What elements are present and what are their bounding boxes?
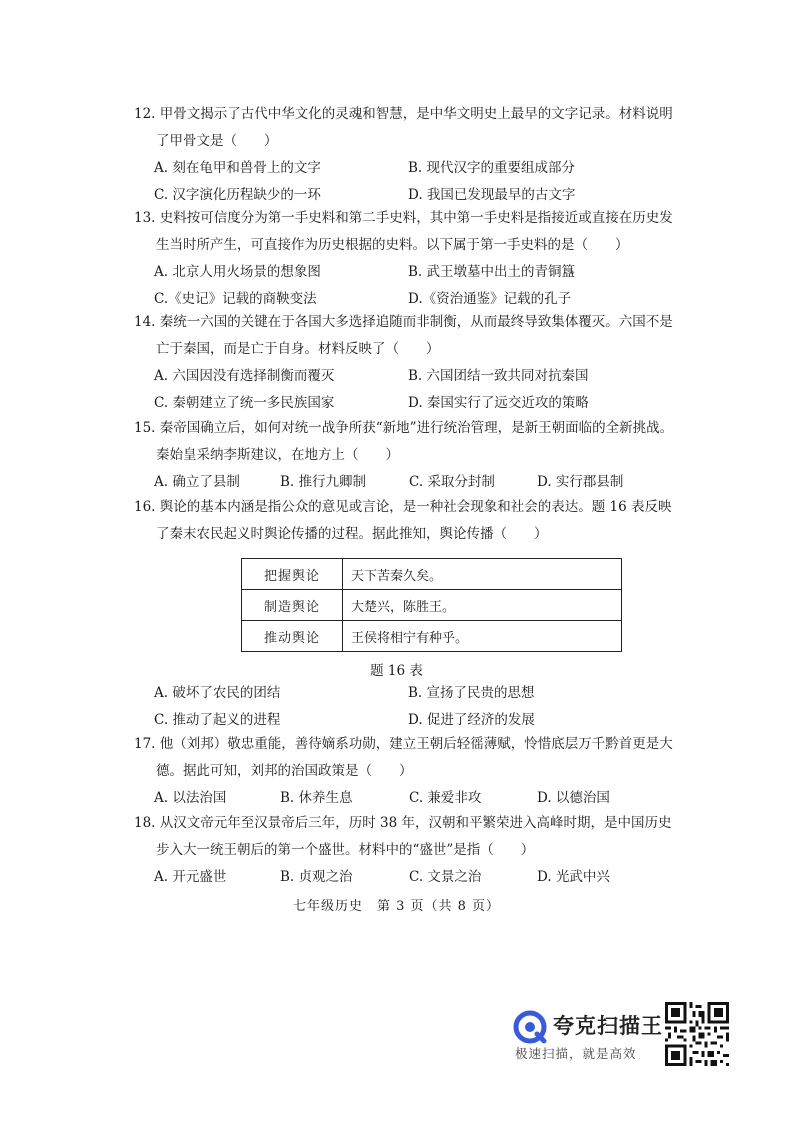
options <box>134 259 674 286</box>
table-label-cell: 推动舆论 <box>242 621 343 652</box>
option-d: D.《资治通鉴》记载的孔子 <box>408 291 572 307</box>
option-c: C. 文景之治 <box>409 869 482 885</box>
option-c: C. 采取分封制 <box>409 474 495 490</box>
option-c: C. 推动了起义的进程 <box>154 712 281 728</box>
option-b: B. 宣扬了民贵的思想 <box>408 685 535 701</box>
question-18 <box>134 810 674 891</box>
option-d: D. 光武中兴 <box>537 869 610 885</box>
options <box>134 785 674 812</box>
option-a: A. 确立了县制 <box>154 474 240 490</box>
question-15 <box>134 415 674 496</box>
brand-slogan: 极速扫描，就是高效 <box>515 1046 637 1061</box>
table-row <box>242 621 622 652</box>
option-a: A. 刻在龟甲和兽骨上的文字 <box>154 160 321 176</box>
question-stem: 18. 从汉文帝元年至汉景帝后三年，历时 38 年，汉朝和平繁荣进入高峰时期，是中国历史步入大一统王朝后的第一个盛世。材料中的“盛世”是指（ ） <box>134 815 672 858</box>
brand-name: 夸克扫描王 <box>553 1014 663 1038</box>
options <box>134 864 674 891</box>
question-stem: 17. 他（刘邦）敬忠重能，善待嫡系功勋，建立王朝后轻徭薄赋，怜惜底层万千黔首更是大德。据此可知，刘邦的治国政策是（ ） <box>134 736 673 779</box>
option-a: A. 以法治国 <box>154 790 227 806</box>
table-caption: 题 16 表 <box>370 663 423 679</box>
question-12 <box>134 101 674 209</box>
question-16-options <box>134 680 674 734</box>
options <box>134 680 674 707</box>
option-a: A. 六国因没有选择制衡而覆灭 <box>154 368 335 384</box>
question-16 <box>134 494 674 548</box>
option-b: B. 贞观之治 <box>280 869 353 885</box>
option-d: D. 促进了经济的发展 <box>408 712 535 728</box>
options <box>134 707 674 734</box>
option-a: A. 破坏了农民的团结 <box>154 685 281 701</box>
question-17 <box>134 731 674 812</box>
table-content-cell: 天下苦秦久矣。 <box>343 559 622 590</box>
question-13 <box>134 205 674 313</box>
option-a: A. 北京人用火场景的想象图 <box>154 264 321 280</box>
option-c: C.《史记》记载的商鞅变法 <box>154 291 317 307</box>
scanner-watermark <box>513 1004 673 1064</box>
table-16 <box>241 558 622 652</box>
option-a: A. 开元盛世 <box>154 869 227 885</box>
option-c: C. 秦朝建立了统一多民族国家 <box>154 395 335 411</box>
option-b: B. 休养生息 <box>280 790 353 806</box>
option-d: D. 实行郡县制 <box>537 474 624 490</box>
question-stem: 12. 甲骨文揭示了古代中华文化的灵魂和智慧，是中华文明史上最早的文字记录。材料说明了甲骨文是（ ） <box>134 106 673 149</box>
qr-code-icon <box>665 1002 729 1066</box>
options <box>134 469 674 496</box>
table-label-cell: 制造舆论 <box>242 590 343 621</box>
option-d: D. 以德治国 <box>537 790 610 806</box>
option-d: D. 我国已发现最早的古文字 <box>408 187 576 203</box>
options <box>134 155 674 182</box>
table-label-cell: 把握舆论 <box>242 559 343 590</box>
option-b: B. 六国团结一致共同对抗秦国 <box>408 368 589 384</box>
options <box>134 390 674 417</box>
option-d: D. 秦国实行了远交近攻的策略 <box>408 395 589 411</box>
question-14 <box>134 309 674 417</box>
options <box>134 363 674 390</box>
option-c: C. 汉字演化历程缺少的一环 <box>154 187 321 203</box>
option-b: B. 武王墩墓中出土的青铜簋 <box>408 264 576 280</box>
table-content-cell: 大楚兴，陈胜王。 <box>343 590 622 621</box>
question-stem: 16. 舆论的基本内涵是指公众的意见或言论，是一种社会现象和社会的表达。题 16 表反映了秦末农民起义时舆论传播的过程。据此推知，舆论传播（ ） <box>134 499 672 542</box>
option-b: B. 现代汉字的重要组成部分 <box>408 160 576 176</box>
page-footer: 七年级历史 第 3 页（共 8 页） <box>292 899 501 914</box>
option-c: C. 兼爱非攻 <box>409 790 482 806</box>
table-row <box>242 590 622 621</box>
question-stem: 15. 秦帝国确立后，如何对统一战争所获“新地”进行统治管理，是新王朝面临的全新挑战。秦始皇采纳李斯建议，在地方上（ ） <box>134 420 674 463</box>
question-stem: 13. 史料按可信度分为第一手史料和第二手史料，其中第一手史料是指接近或直接在历史发生当时所产生，可直接作为历史根据的史料。以下属于第一手史料的是（ ） <box>134 210 673 253</box>
table-content-cell: 王侯将相宁有种乎。 <box>343 621 622 652</box>
question-stem: 14. 秦统一六国的关键在于各国大多选择追随而非制衡，从而最终导致集体覆灭。六国不是亡于秦国，而是亡于自身。材料反映了（ ） <box>134 314 673 357</box>
option-b: B. 推行九卿制 <box>280 474 367 490</box>
table-row <box>242 559 622 590</box>
quark-logo-icon <box>513 1010 547 1044</box>
